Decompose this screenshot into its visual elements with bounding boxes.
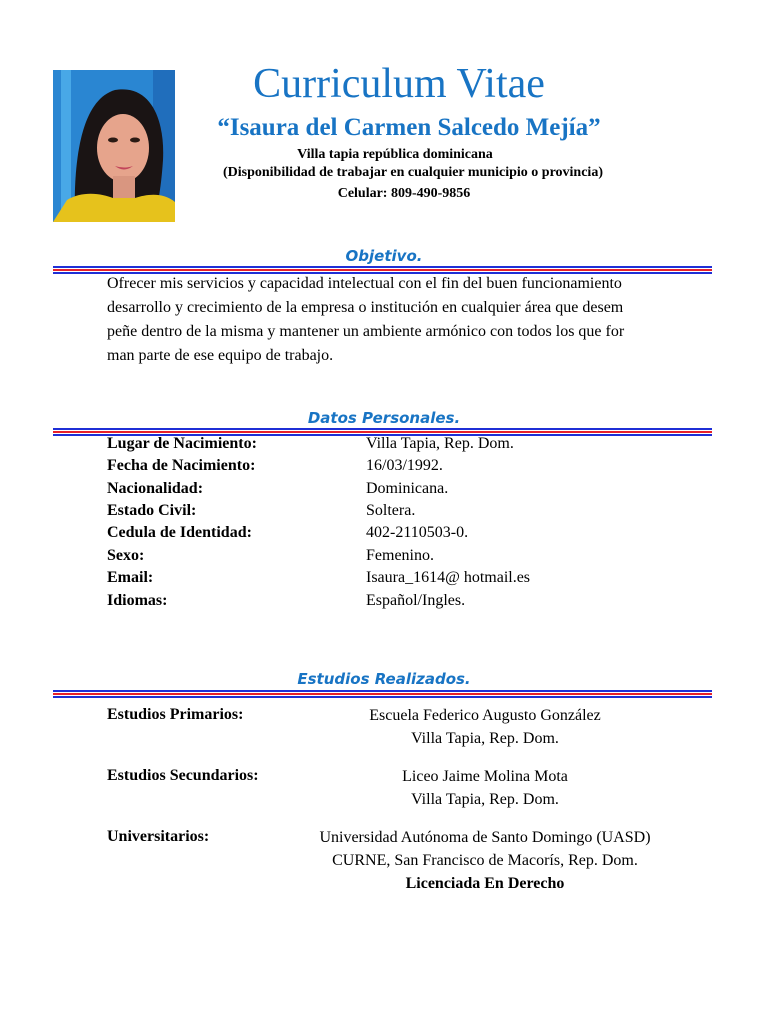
birthplace-label: Lugar de Nacimiento: (107, 435, 257, 452)
availability: (Disponibilidad de trabajar en cualquier municipio o provincia) (222, 165, 603, 180)
primary-school: Escuela Federico Augusto González (369, 707, 601, 724)
degree: Licenciada En Derecho (405, 875, 565, 892)
personal-heading: Datos Personales. (307, 409, 461, 427)
civil-status-value: Soltera. (366, 502, 416, 519)
birthdate-value: 16/03/1992. (366, 457, 443, 474)
languages-value: Español/Ingles. (366, 592, 466, 609)
address: Villa tapia república dominicana (297, 147, 493, 162)
section-divider (53, 690, 712, 697)
nationality-label: Nacionalidad: (107, 480, 204, 497)
sex-label: Sexo: (107, 547, 145, 564)
objective-line: peñe dentro de la misma y mantener un ambiente armónico con todos los que for (107, 323, 625, 340)
objective-heading: Objetivo. (345, 247, 423, 265)
id-label: Cedula de Identidad: (107, 524, 252, 541)
id-value: 402-2110503-0. (366, 524, 469, 541)
secondary-label: Estudios Secundarios: (107, 767, 259, 784)
university-campus: CURNE, San Francisco de Macorís, Rep. Dom. (332, 852, 638, 869)
primary-location: Villa Tapia, Rep. Dom. (411, 730, 559, 747)
secondary-location: Villa Tapia, Rep. Dom. (411, 791, 559, 808)
objective-line: man parte de ese equipo de trabajo. (107, 347, 334, 364)
candidate-name: “Isaura del Carmen Salcedo Mejía” (217, 114, 601, 141)
objective-line: Ofrecer mis servicios y capacidad intelectual con el fin del buen funcionamiento (107, 275, 622, 292)
phone: Celular: 809-490-9856 (337, 186, 471, 201)
objective-text (107, 272, 687, 368)
email-label: Email: (107, 569, 154, 586)
objective-line: desarrollo y crecimiento de la empresa o institución en cualquier área que desem (107, 299, 624, 316)
birthdate-label: Fecha de Nacimiento: (107, 457, 256, 474)
sex-value: Femenino. (366, 547, 434, 564)
primary-label: Estudios Primarios: (107, 706, 244, 723)
studies-heading: Estudios Realizados. (297, 670, 471, 688)
civil-status-label: Estado Civil: (107, 502, 197, 519)
university-label: Universitarios: (107, 828, 210, 845)
university-name: Universidad Autónoma de Santo Domingo (UASD) (319, 829, 651, 846)
page-title: Curriculum Vitae (253, 61, 545, 107)
languages-label: Idiomas: (107, 592, 168, 609)
secondary-school: Liceo Jaime Molina Mota (402, 768, 568, 785)
birthplace-value: Villa Tapia, Rep. Dom. (366, 435, 514, 452)
nationality-value: Dominicana. (366, 480, 449, 497)
email-value: Isaura_1614@ hotmail.es (366, 569, 531, 586)
